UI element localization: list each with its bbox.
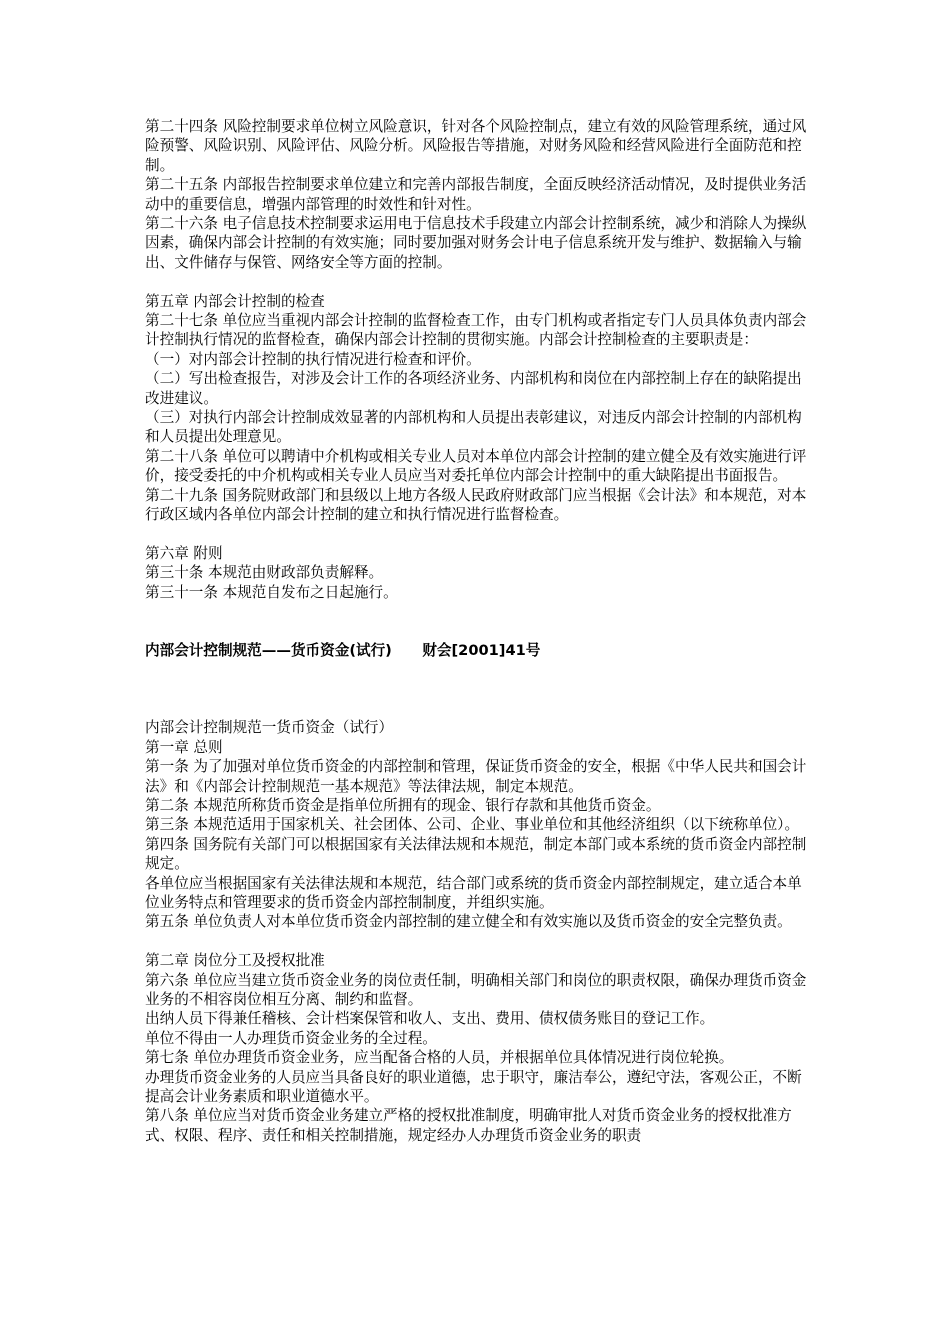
- article-1: 第一条 为了加强对单位货币资金的内部控制和管理，保证货币资金的安全，根据《中华人民共和国会计法》和《内部会计控制规范一基本规范》等法律法规，制定本规范。: [145, 758, 807, 795]
- duty-item-2: （二）写出检查报告，对涉及会计工作的各项经济业务、内部机构和岗位在内部控制上存在的缺陷提出改进建议。: [145, 370, 802, 407]
- article-7-paragraph-2: 办理货币资金业务的人员应当具备良好的职业道德，忠于职守，廉洁奉公，遵纪守法，客观公正，不断提高会计业务素质和职业道德水平。: [145, 1068, 802, 1106]
- document-title: 内部会计控制规范——货币资金(试行) 财会[2001]41号: [145, 641, 541, 659]
- chapter-1-heading: 第一章 总则: [145, 738, 223, 756]
- article-31: 第三十一条 本规范自发布之日起施行。: [145, 583, 398, 601]
- article-6: 第六条 单位应当建立货币资金业务的岗位责任制，明确相关部门和岗位的职责权限，确保办理货币资金业务的不相容岗位相互分离、制约和监督。: [145, 971, 807, 1008]
- chapter-2-heading: 第二章 岗位分工及授权批准: [145, 952, 325, 970]
- chapter-5: [145, 292, 810, 525]
- blank-line: [145, 525, 810, 544]
- blank-line: [145, 932, 810, 951]
- document-page: [145, 117, 810, 1145]
- article-5: 第五条 单位负责人对本单位货币资金内部控制的建立健全和有效实施以及货币资金的安全完整负责。: [145, 913, 792, 931]
- article-2: 第二条 本规范所称货币资金是指单位所拥有的现金、银行存款和其他货币资金。: [145, 796, 661, 814]
- article-6-paragraph-2: 出纳人员下得兼任稽核、会计档案保管和收人、支出、费用、债权债务账目的登记工作。: [145, 1010, 715, 1028]
- article-6-paragraph-3: 单位不得由一人办理货币资金业务的全过程。: [145, 1029, 437, 1047]
- duty-item-1: （一）对内部会计控制的执行情况进行检查和评价。: [145, 350, 481, 368]
- chapter-1: [145, 718, 810, 931]
- article-29: 第二十九条 国务院财政部门和县级以上地方各级人民政府财政部门应当根据《会计法》和本规范，对本行政区域内各单位内部会计控制的建立和执行情况进行监督检查。: [145, 486, 807, 524]
- duty-item-3: （三）对执行内部会计控制成效显著的内部机构和人员提出表彰建议，对违反内部会计控制的内部机构和人员提出处理意见。: [145, 409, 802, 446]
- chapter-5-heading: 第五章 内部会计控制的检查: [145, 292, 325, 310]
- article-7: 第七条 单位办理货币资金业务，应当配备合格的人员，并根据单位具体情况进行岗位轮换。: [145, 1049, 734, 1067]
- section-risk-controls: [145, 117, 810, 272]
- article-4-paragraph-2: 各单位应当根据国家有关法律法规和本规范，结合部门或系统的货币资金内部控制规定，建立适合本单位业务特点和管理要求的货币资金内部控制制度，并组织实施。: [145, 874, 802, 911]
- subtitle: 内部会计控制规范一货币资金（试行）: [145, 719, 394, 737]
- blank-line: [145, 660, 810, 718]
- article-3: 第三条 本规范适用于国家机关、社会团体、公司、企业、事业单位和其他经济组织（以下统称单位）。: [145, 816, 800, 834]
- article-26: 第二十六条 电子信息技术控制要求运用电于信息技术手段建立内部会计控制系统，减少和消除人为操纵因素，确保内部会计控制的有效实施；同时要加强对财务会计电子信息系统开发与维护、数据输入与输出、文件储存与保管、网络安全等方面的控制。: [145, 215, 807, 271]
- article-8: 第八条 单位应当对货币资金业务建立严格的授权批准制度，明确审批人对货币资金业务的授权批准方式、权限、程序、责任和相关控制措施，规定经办人办理货币资金业务的职责: [145, 1107, 792, 1144]
- article-24: 第二十四条 风险控制要求单位树立风险意识，针对各个风险控制点，建立有效的风险管理系统，通过风险预警、风险识别、风险评估、风险分析。风险报告等措施，对财务风险和经营风险进行全面防范和控制。: [145, 118, 807, 174]
- chapter-2: [145, 951, 810, 1145]
- blank-line: [145, 272, 810, 291]
- article-4: 第四条 国务院有关部门可以根据国家有关法律法规和本规范，制定本部门或本系统的货币资金内部控制规定。: [145, 835, 807, 873]
- article-27: 第二十七条 单位应当重视内部会计控制的监督检查工作，由专门机构或者指定专门人员具体负责内部会计控制执行情况的监督检查，确保内部会计控制的贯彻实施。内部会计控制检查的主要职责是：: [145, 312, 807, 349]
- blank-line: [145, 602, 810, 641]
- article-25: 第二十五条 内部报告控制要求单位建立和完善内部报告制度，全面反映经济活动情况，及时提供业务活动中的重要信息，增强内部管理的时效性和针对性。: [145, 176, 807, 213]
- article-28: 第二十八条 单位可以聘请中介机构或相关专业人员对本单位内部会计控制的建立健全及有效实施进行评价，接受委托的中介机构或相关专业人员应当对委托单位内部会计控制中的重大缺陷提出书面报告。: [145, 447, 807, 485]
- chapter-6-heading: 第六章 附则: [145, 544, 223, 562]
- article-30: 第三十条 本规范由财政部负责解释。: [145, 564, 384, 582]
- chapter-6: [145, 544, 810, 602]
